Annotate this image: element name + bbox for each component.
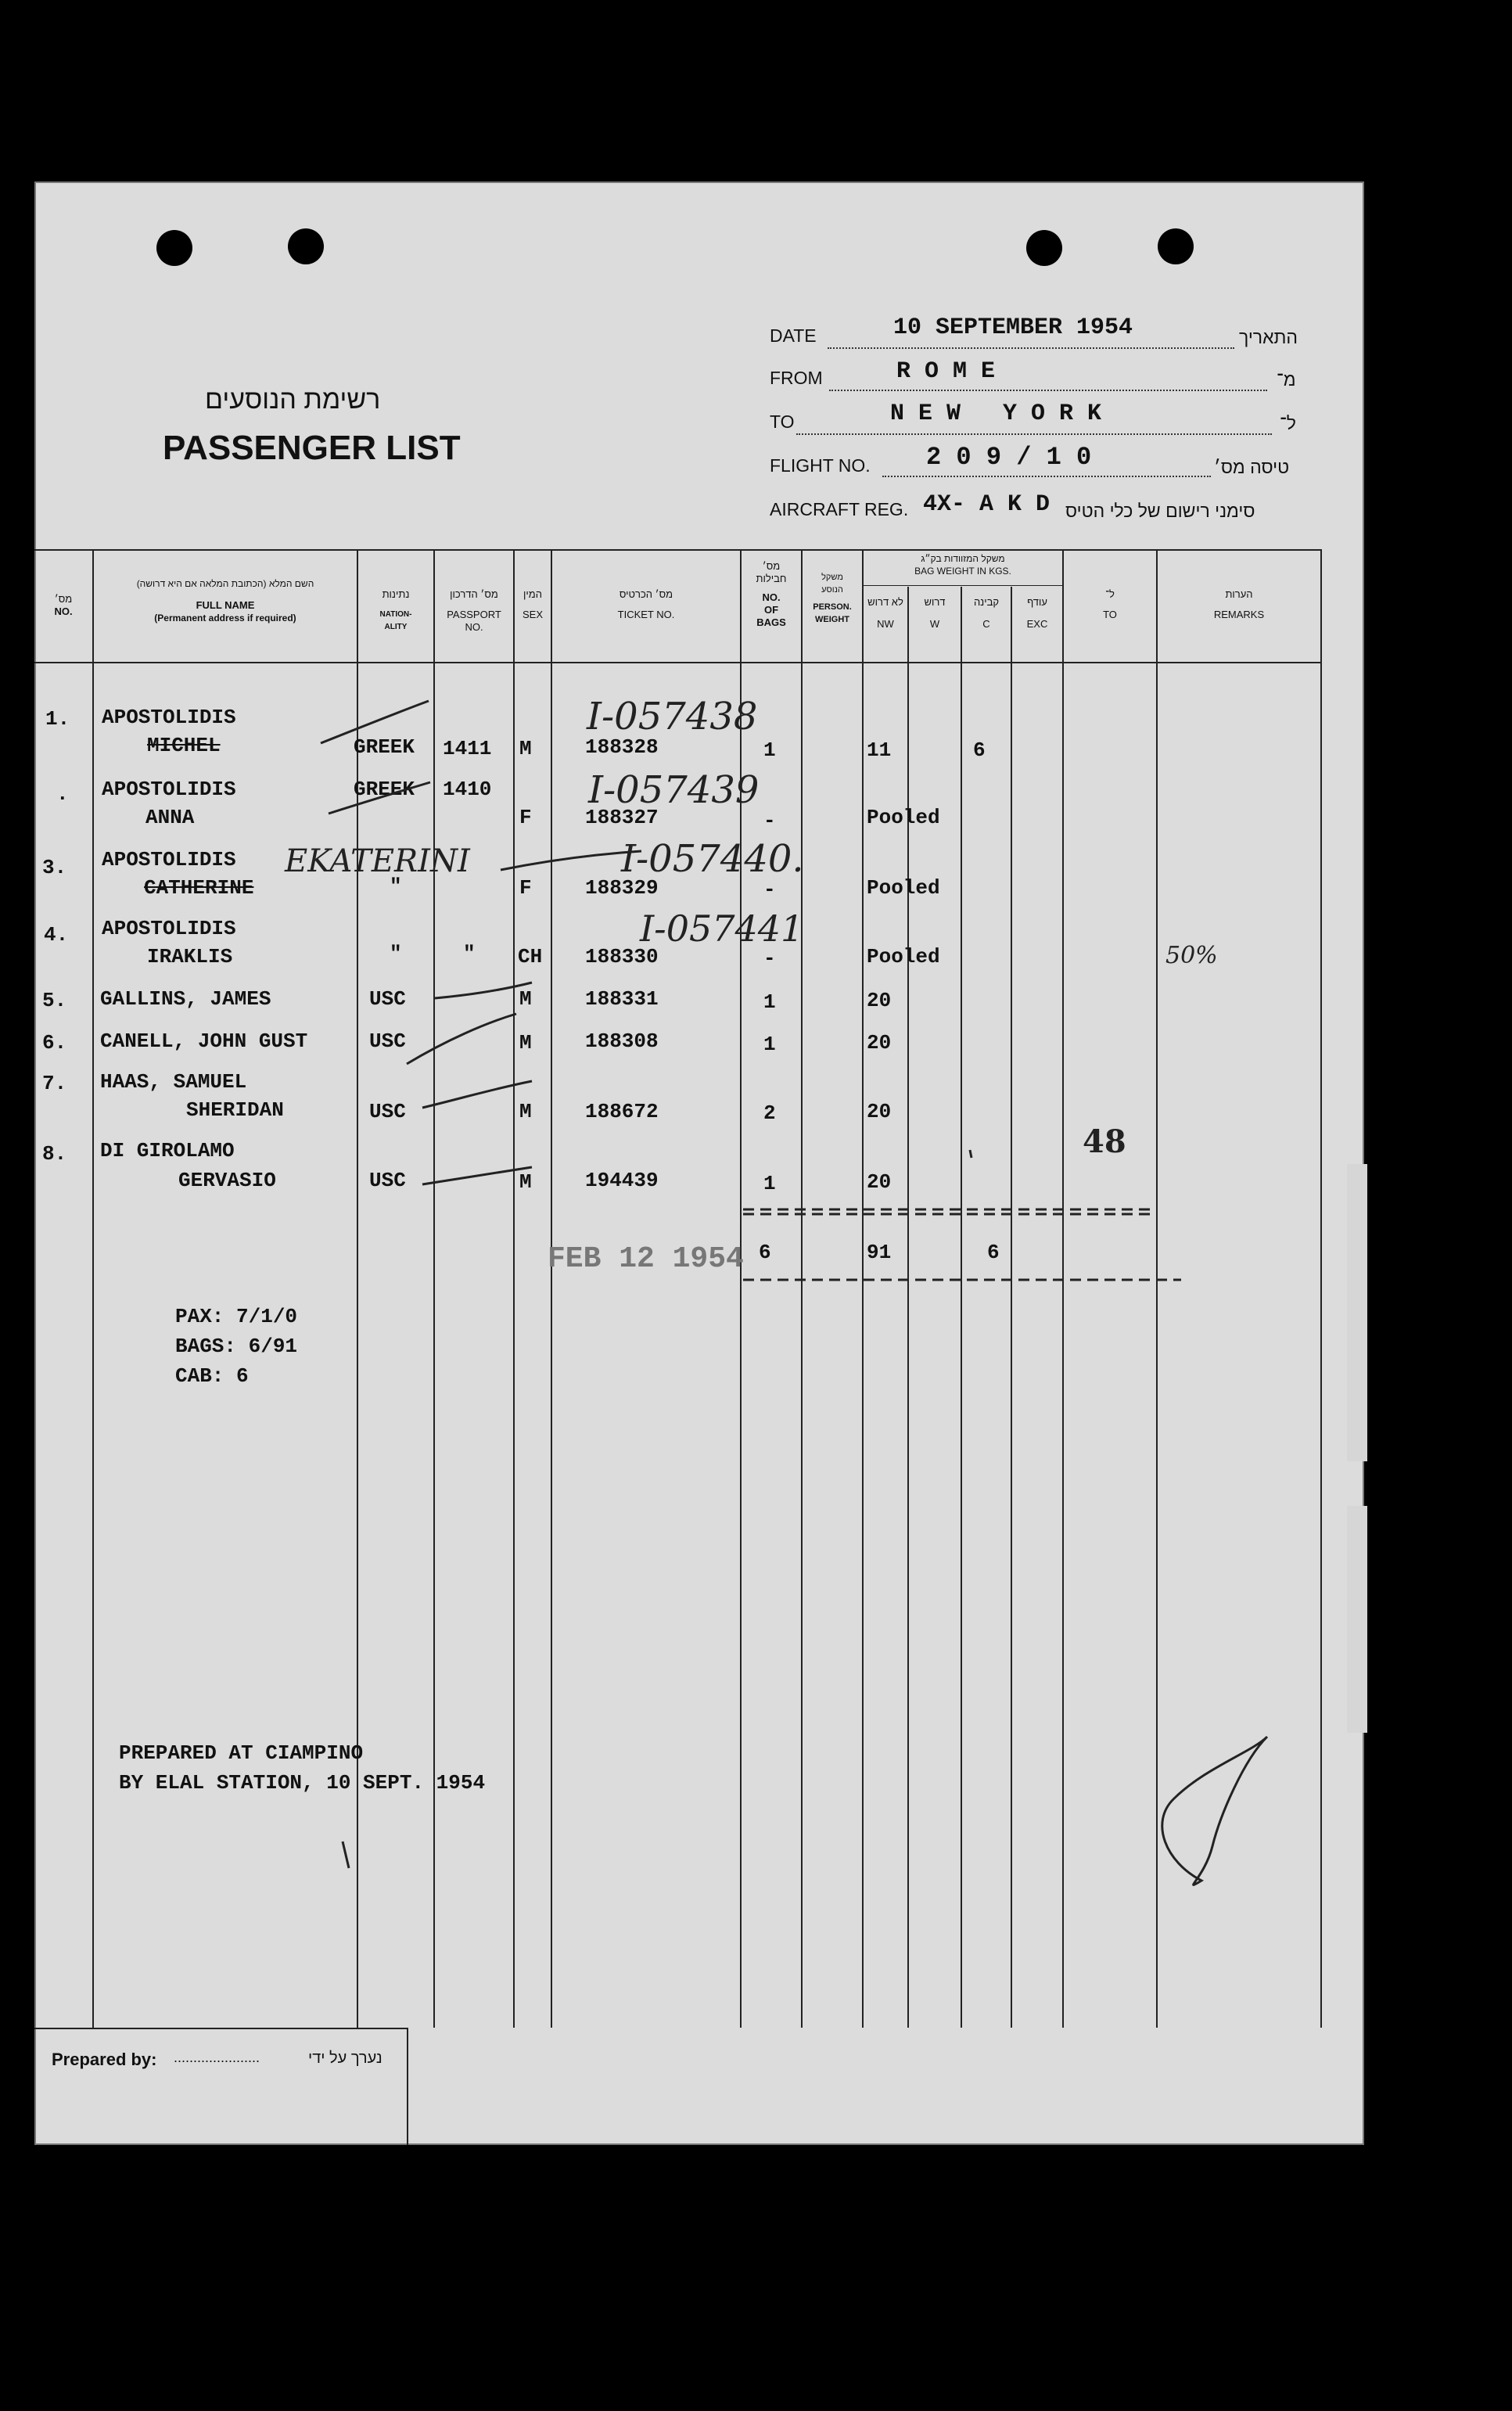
aircraft-value: 4X- A K D	[923, 491, 1050, 518]
pen-stroke	[970, 1150, 971, 1158]
row-no: 3.	[42, 856, 67, 879]
row-to: 48	[1083, 1123, 1126, 1160]
row-passport: 1410	[443, 778, 492, 801]
row-nationality: USC	[369, 1169, 406, 1192]
row-nw: 20	[867, 1100, 892, 1123]
row-name: APOSTOLIDIS	[102, 848, 236, 871]
col-header-he: מס׳ חבילות	[756, 560, 787, 584]
row-name-second: MICHEL	[147, 734, 221, 757]
total-nw: 91	[867, 1241, 892, 1264]
row-nationality: USC	[369, 1100, 406, 1123]
pen-stroke	[321, 701, 429, 743]
col-header-he: השם המלא (הכתובת המלאה אם היא דרושה)	[136, 578, 314, 589]
row-bags: 1	[763, 1033, 776, 1056]
prepared-note-line1: PREPARED AT CIAMPINO	[119, 1741, 364, 1765]
pen-stroke	[422, 1081, 532, 1108]
row-passport: "	[463, 942, 476, 965]
page-title: PASSENGER LIST	[163, 429, 461, 467]
row-name: CANELL, JOHN GUST	[100, 1029, 308, 1053]
row-ticket: 188330	[585, 945, 659, 968]
row-ticket: 188672	[585, 1100, 659, 1123]
summary-pax: PAX: 7/1/0	[175, 1305, 298, 1328]
pen-stroke	[435, 983, 532, 998]
pen-stroke	[329, 782, 430, 814]
row-nationality: GREEK	[354, 778, 415, 801]
row-name: DI GIROLAMO	[100, 1139, 235, 1162]
date-label-he: התאריך	[1239, 327, 1298, 347]
col-header-en: REMARKS	[1213, 609, 1265, 620]
row-nw: 20	[867, 989, 892, 1012]
pen-stroke	[407, 1014, 516, 1064]
col-header-en: SEX	[522, 609, 543, 620]
row-nw: 11	[867, 738, 892, 762]
row-name-second: SHERIDAN	[186, 1098, 284, 1122]
col-header-en: TICKET NO.	[617, 609, 675, 620]
row-sex: F	[519, 876, 532, 900]
row-bags: -	[763, 947, 776, 970]
col-header-en: NW	[877, 618, 894, 630]
row-nationality: USC	[369, 987, 406, 1011]
prepared-by-label-he: נערך על ידי	[308, 2050, 382, 2067]
row-remarks: 50%	[1165, 942, 1218, 969]
page-mark	[1173, 1721, 1253, 1867]
col-header-he: קבינה	[973, 596, 1000, 608]
row-ticket-handwritten: I-057438	[587, 695, 758, 738]
total-cabin: 6	[987, 1241, 1000, 1264]
row-no: .	[56, 782, 69, 806]
col-header-en: PASSPORT NO.	[447, 609, 501, 633]
row-ticket-handwritten: I-057441	[640, 907, 804, 950]
row-sex: M	[519, 1170, 532, 1194]
summary-cab: CAB: 6	[175, 1364, 249, 1388]
col-header-en: NO. OF BAGS	[756, 591, 786, 628]
date-stamp: FEB 12 1954	[548, 1242, 744, 1276]
total-bags: 6	[759, 1241, 771, 1264]
col-header-sub: (Permanent address if required)	[154, 613, 296, 623]
from-value: R O M E	[896, 358, 996, 385]
row-ticket: 188308	[585, 1029, 659, 1053]
to-label-he: ל־	[1280, 413, 1296, 433]
row-name: APOSTOLIDIS	[102, 778, 236, 801]
flight-value: 2 0 9 / 1 0	[926, 443, 1092, 472]
row-bags: 1	[763, 738, 776, 762]
row-no: 8.	[42, 1142, 67, 1166]
prepared-by-box	[34, 2028, 408, 2145]
aircraft-label: AIRCRAFT REG.	[770, 499, 909, 519]
row-ticket: 188328	[585, 735, 659, 759]
row-no: 4.	[44, 923, 69, 947]
row-name: HAAS, SAMUEL	[100, 1070, 247, 1094]
from-label: FROM	[770, 368, 823, 388]
row-bags: 2	[763, 1101, 776, 1125]
row-bags: 1	[763, 990, 776, 1014]
col-header-en: FULL NAME	[196, 599, 255, 611]
prepared-note-line2: BY ELAL STATION, 10 SEPT. 1954	[119, 1771, 486, 1795]
row-name: APOSTOLIDIS	[102, 917, 236, 940]
col-header-he: מס׳	[54, 593, 73, 605]
row-sex: CH	[518, 945, 543, 968]
initials-stroke	[343, 1841, 349, 1868]
row-ticket: 194439	[585, 1169, 659, 1192]
from-label-he: מ־	[1277, 369, 1296, 390]
row-nw: 20	[867, 1170, 892, 1194]
row-nationality: "	[390, 942, 402, 965]
col-header-en: NO.	[54, 605, 73, 617]
to-label: TO	[770, 411, 795, 432]
col-header-he: המין	[523, 588, 542, 600]
row-ticket: 188329	[585, 876, 659, 900]
date-label: DATE	[770, 325, 817, 346]
flight-label: FLIGHT NO.	[770, 455, 871, 476]
row-nationality: "	[390, 875, 402, 898]
row-no: 7.	[42, 1072, 67, 1095]
row-nw: Pooled	[867, 945, 940, 968]
row-passport: 1411	[443, 737, 492, 760]
col-header-he: מס׳ הדרכון	[450, 588, 498, 600]
row-nationality: USC	[369, 1029, 406, 1053]
date-value: 10 SEPTEMBER 1954	[893, 314, 1133, 341]
col-header-en: PERSON. WEIGHT	[813, 602, 852, 624]
col-header-en: TO	[1103, 609, 1117, 620]
prepared-by-label: Prepared by:	[52, 2050, 157, 2069]
col-header-en: C	[982, 618, 990, 630]
to-value: N E W Y O R K	[890, 401, 1102, 427]
row-name-second: GERVASIO	[178, 1169, 276, 1192]
row-name-handwritten: EKATERINI	[285, 843, 470, 879]
col-header-en: BAG WEIGHT IN KGS.	[914, 566, 1011, 577]
pen-stroke	[422, 1167, 532, 1184]
col-header-he: מס׳ הכרטיס	[619, 588, 673, 600]
summary-bags: BAGS: 6/91	[175, 1335, 298, 1358]
title-hebrew: רשימת הנוסעים	[205, 385, 381, 415]
row-name-second: CATHERINE	[144, 876, 254, 900]
row-no: 1.	[45, 707, 70, 731]
row-sex: F	[519, 806, 532, 829]
row-sex: M	[519, 737, 532, 760]
row-name: GALLINS, JAMES	[100, 987, 271, 1011]
aircraft-label-he: סימני רישום של כלי הטיס	[1065, 501, 1255, 521]
row-name: APOSTOLIDIS	[102, 706, 236, 729]
row-bags: -	[763, 878, 776, 901]
flight-label-he: טיסה מס׳	[1214, 457, 1290, 477]
row-no: 5.	[42, 989, 67, 1012]
col-header-he: ל־	[1105, 588, 1115, 600]
col-header-he: לא דרוש	[867, 596, 903, 608]
row-no: 6.	[42, 1031, 67, 1055]
col-header-en: NATION-ALITY	[379, 610, 412, 631]
col-header-he: דרוש	[924, 596, 946, 608]
row-bags: -	[763, 809, 776, 832]
row-sex: M	[519, 1100, 532, 1123]
col-header-he: נתינות	[382, 588, 410, 600]
row-ticket: 188331	[585, 987, 659, 1011]
row-nationality: GREEK	[354, 735, 415, 759]
row-nw: 20	[867, 1031, 892, 1055]
row-ticket-handwritten: I-057440.	[621, 837, 804, 881]
row-nw: Pooled	[867, 876, 940, 900]
row-name-second: IRAKLIS	[147, 945, 233, 968]
prepared-by-dots: ......................	[174, 2050, 260, 2065]
row-sex: M	[519, 1031, 532, 1055]
col-header-he: הערות	[1225, 588, 1253, 600]
col-header-en: W	[929, 618, 940, 630]
row-bags: 1	[763, 1172, 776, 1195]
col-header-he: משקל הנוסע	[821, 573, 843, 595]
row-sex: M	[519, 987, 532, 1011]
row-ticket-handwritten: I-057439	[588, 768, 760, 812]
row-nw: Pooled	[867, 806, 940, 829]
col-header-he: עודף	[1027, 596, 1047, 608]
col-header-he: משקל המזוודות בק״ג	[921, 553, 1005, 564]
pen-stroke	[501, 851, 641, 870]
row-name-second: ANNA	[145, 806, 195, 829]
row-ticket: 188327	[585, 806, 659, 829]
row-cabin: 6	[973, 738, 986, 762]
col-header-en: EXC	[1026, 618, 1048, 630]
